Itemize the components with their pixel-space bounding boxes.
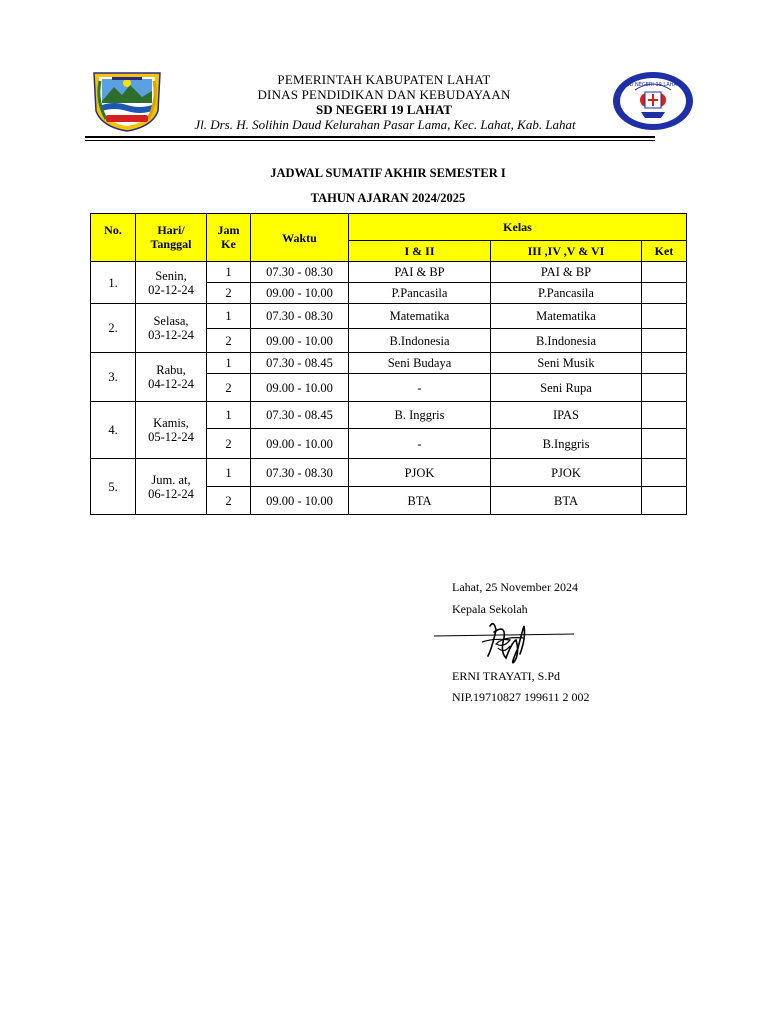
table-row <box>91 262 687 283</box>
subject-class-iii-vi: PAI & BP <box>491 262 642 283</box>
note-cell <box>642 429 687 459</box>
subject-class-iii-vi: IPAS <box>491 402 642 429</box>
subject-class-i-ii: - <box>349 429 491 459</box>
signature-place-date: Lahat, 25 November 2024 <box>452 580 578 594</box>
signature-role: Kepala Sekolah <box>452 602 528 616</box>
note-cell <box>642 353 687 374</box>
session-number: 2 <box>207 329 251 353</box>
note-cell <box>642 304 687 329</box>
table-row <box>91 304 687 329</box>
note-cell <box>642 459 687 487</box>
handwritten-signature-icon <box>434 618 578 670</box>
header-note: Ket <box>642 241 687 262</box>
subject-class-i-ii: Seni Budaya <box>349 353 491 374</box>
day-number: 1. <box>91 262 136 304</box>
session-number: 2 <box>207 429 251 459</box>
session-time: 07.30 - 08.45 <box>251 402 349 429</box>
session-time: 07.30 - 08.45 <box>251 353 349 374</box>
session-number: 1 <box>207 402 251 429</box>
subject-class-iii-vi: B.Inggris <box>491 429 642 459</box>
day-number: 5. <box>91 459 136 515</box>
header-no: No. <box>91 214 136 262</box>
document-title: JADWAL SUMATIF AKHIR SEMESTER I <box>270 166 506 180</box>
subject-class-i-ii: - <box>349 374 491 402</box>
day-date: Senin, 02-12-24 <box>136 262 207 304</box>
letterhead-department: DINAS PENDIDIKAN DAN KEBUDAYAAN <box>257 87 511 102</box>
letterhead-school-name: SD NEGERI 19 LAHAT <box>316 102 452 117</box>
school-logo-text: SD NEGERI 19 LAHAT <box>626 82 680 88</box>
subject-class-iii-vi: BTA <box>491 487 642 515</box>
header-session: Jam Ke <box>207 214 251 262</box>
school-logo-icon <box>611 70 695 132</box>
signature-nip: NIP.19710827 199611 2 002 <box>452 690 590 704</box>
table-header-row <box>91 214 687 241</box>
document-subtitle: TAHUN AJARAN 2024/2025 <box>310 191 466 205</box>
session-time: 09.00 - 10.00 <box>251 329 349 353</box>
session-number: 2 <box>207 283 251 304</box>
header-class-i-ii: I & II <box>349 241 491 262</box>
subject-class-i-ii: PAI & BP <box>349 262 491 283</box>
subject-class-i-ii: PJOK <box>349 459 491 487</box>
day-date: Selasa, 03-12-24 <box>136 304 207 353</box>
day-date: Rabu, 04-12-24 <box>136 353 207 402</box>
note-cell <box>642 283 687 304</box>
note-cell <box>642 329 687 353</box>
session-time: 07.30 - 08.30 <box>251 304 349 329</box>
day-number: 2. <box>91 304 136 353</box>
subject-class-iii-vi: PJOK <box>491 459 642 487</box>
session-number: 1 <box>207 304 251 329</box>
table-row <box>91 459 687 487</box>
subject-class-iii-vi: Seni Rupa <box>491 374 642 402</box>
day-date: Jum. at, 06-12-24 <box>136 459 207 515</box>
table-row <box>91 353 687 374</box>
session-number: 1 <box>207 353 251 374</box>
exam-schedule-table <box>90 213 687 515</box>
session-number: 1 <box>207 262 251 283</box>
note-cell <box>642 374 687 402</box>
session-time: 07.30 - 08.30 <box>251 262 349 283</box>
header-class-iii-vi: III ,IV ,V & VI <box>491 241 642 262</box>
signature-name: ERNI TRAYATI, S.Pd <box>452 669 561 683</box>
header-time: Waktu <box>251 214 349 262</box>
table-row <box>91 402 687 429</box>
note-cell <box>642 487 687 515</box>
note-cell <box>642 262 687 283</box>
subject-class-i-ii: BTA <box>349 487 491 515</box>
subject-class-i-ii: B. Inggris <box>349 402 491 429</box>
letterhead-government: PEMERINTAH KABUPATEN LAHAT <box>277 72 491 87</box>
header-class: Kelas <box>349 214 687 241</box>
subject-class-i-ii: B.Indonesia <box>349 329 491 353</box>
session-number: 2 <box>207 374 251 402</box>
letterhead-divider-thick <box>85 136 655 138</box>
letterhead-divider-thin <box>85 140 655 141</box>
session-number: 2 <box>207 487 251 515</box>
session-time: 09.00 - 10.00 <box>251 429 349 459</box>
session-time: 07.30 - 08.30 <box>251 459 349 487</box>
note-cell <box>642 402 687 429</box>
header-day-date: Hari/ Tanggal <box>136 214 207 262</box>
subject-class-iii-vi: B.Indonesia <box>491 329 642 353</box>
session-time: 09.00 - 10.00 <box>251 487 349 515</box>
day-number: 4. <box>91 402 136 459</box>
letterhead-address: Jl. Drs. H. Solihin Daud Kelurahan Pasar Lama, Kec. Lahat, Kab. Lahat <box>194 117 576 132</box>
day-date: Kamis, 05-12-24 <box>136 402 207 459</box>
subject-class-iii-vi: P.Pancasila <box>491 283 642 304</box>
subject-class-i-ii: P.Pancasila <box>349 283 491 304</box>
subject-class-iii-vi: Seni Musik <box>491 353 642 374</box>
session-number: 1 <box>207 459 251 487</box>
subject-class-i-ii: Matematika <box>349 304 491 329</box>
subject-class-iii-vi: Matematika <box>491 304 642 329</box>
session-time: 09.00 - 10.00 <box>251 283 349 304</box>
session-time: 09.00 - 10.00 <box>251 374 349 402</box>
day-number: 3. <box>91 353 136 402</box>
